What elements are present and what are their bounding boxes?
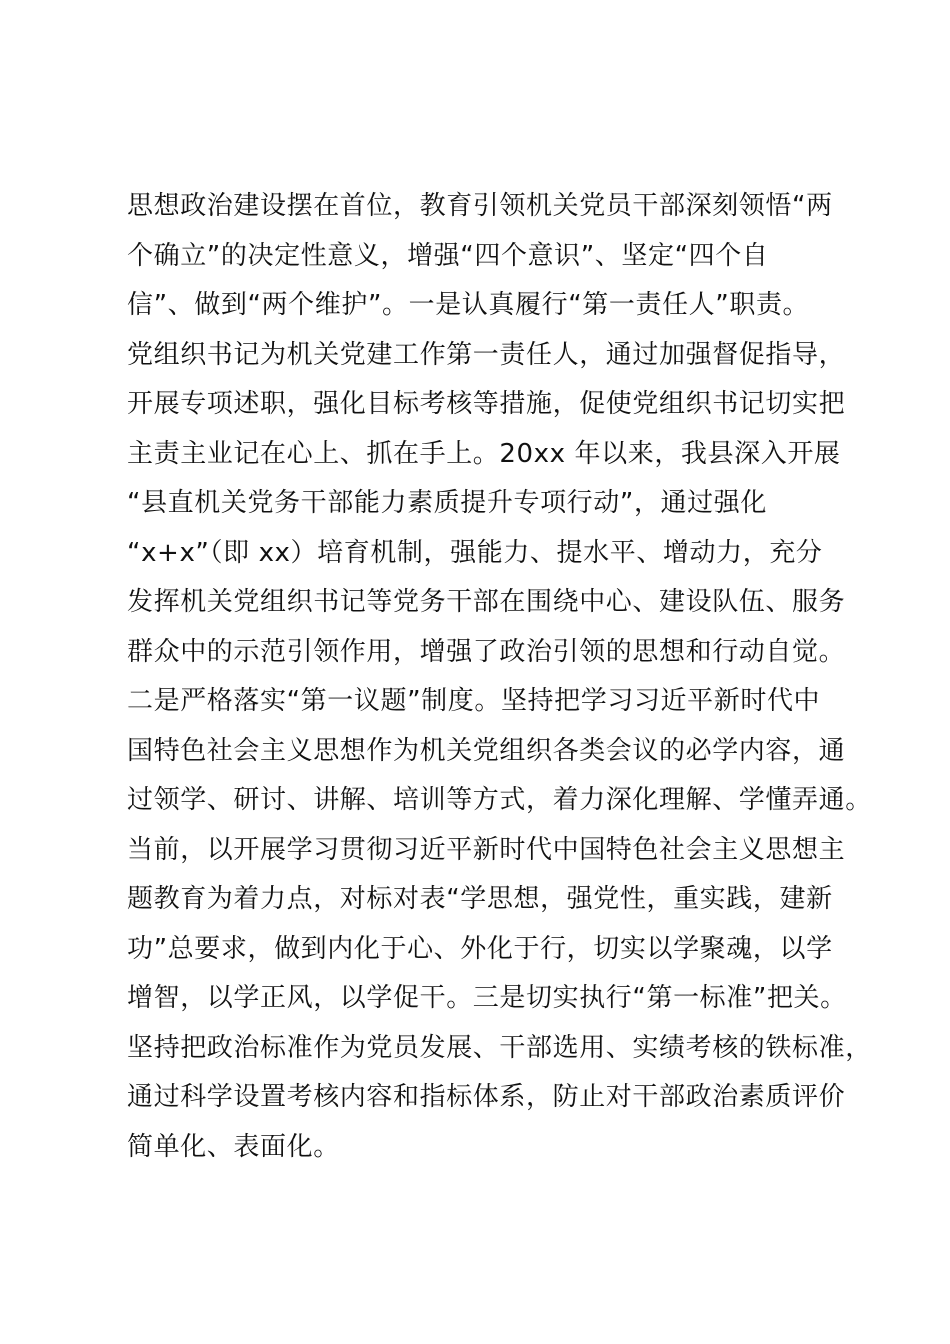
text-line: 简单化、表面化。 [127, 1131, 340, 1162]
text-line: “x+x”（即 xx）培育机制，强能力、提水平、增动力，充分 [127, 537, 823, 568]
text-line: 主责主业记在心上、抓在手上。20xx 年以来，我县深入开展 [127, 438, 841, 469]
text-line: 发挥机关党组织书记等党务干部在围绕中心、建设队伍、服务 [127, 587, 846, 617]
text-line: 功”总要求，做到内化于心、外化于行，切实以学聚魂，以学 [127, 933, 833, 964]
text-line: 题教育为着力点，对标对表“学思想，强党性，重实践，建新 [127, 884, 833, 914]
text-line: “县直机关党务干部能力素质提升专项行动”，通过强化 [127, 488, 767, 518]
text-line: 坚持把政治标准作为党员发展、干部选用、实绩考核的铁标准， [127, 1032, 872, 1063]
text-line: 增智，以学正风，以学促干。三是切实执行“第一标准”把关。 [127, 983, 847, 1013]
text-line: 思想政治建设摆在首位，教育引领机关党员干部深刻领悟“两 [127, 191, 833, 221]
text-line: 当前，以开展学习贯彻习近平新时代中国特色社会主义思想主 [127, 834, 846, 865]
text-line: 个确立”的决定性意义，增强“四个意识”、坚定“四个自 [127, 240, 769, 271]
text-line: 过领学、研讨、讲解、培训等方式，着力深化理解、学懂弄通。 [127, 785, 872, 815]
text-line: 党组织书记为机关党建工作第一责任人，通过加强督促指导， [127, 339, 846, 370]
text-line: 开展专项述职，强化目标考核等措施，促使党组织书记切实把 [127, 389, 846, 419]
text-line: 二是严格落实“第一议题”制度。坚持把学习习近平新时代中 [127, 686, 821, 716]
text-line: 群众中的示范引领作用，增强了政治引领的思想和行动自觉。 [127, 636, 846, 667]
text-line: 通过科学设置考核内容和指标体系，防止对干部政治素质评价 [127, 1082, 846, 1112]
text-line: 信”、做到“两个维护”。一是认真履行“第一责任人”职责。 [127, 290, 810, 320]
body-paragraph [127, 182, 872, 1172]
text-line: 国特色社会主义思想作为机关党组织各类会议的必学内容，通 [127, 735, 846, 766]
